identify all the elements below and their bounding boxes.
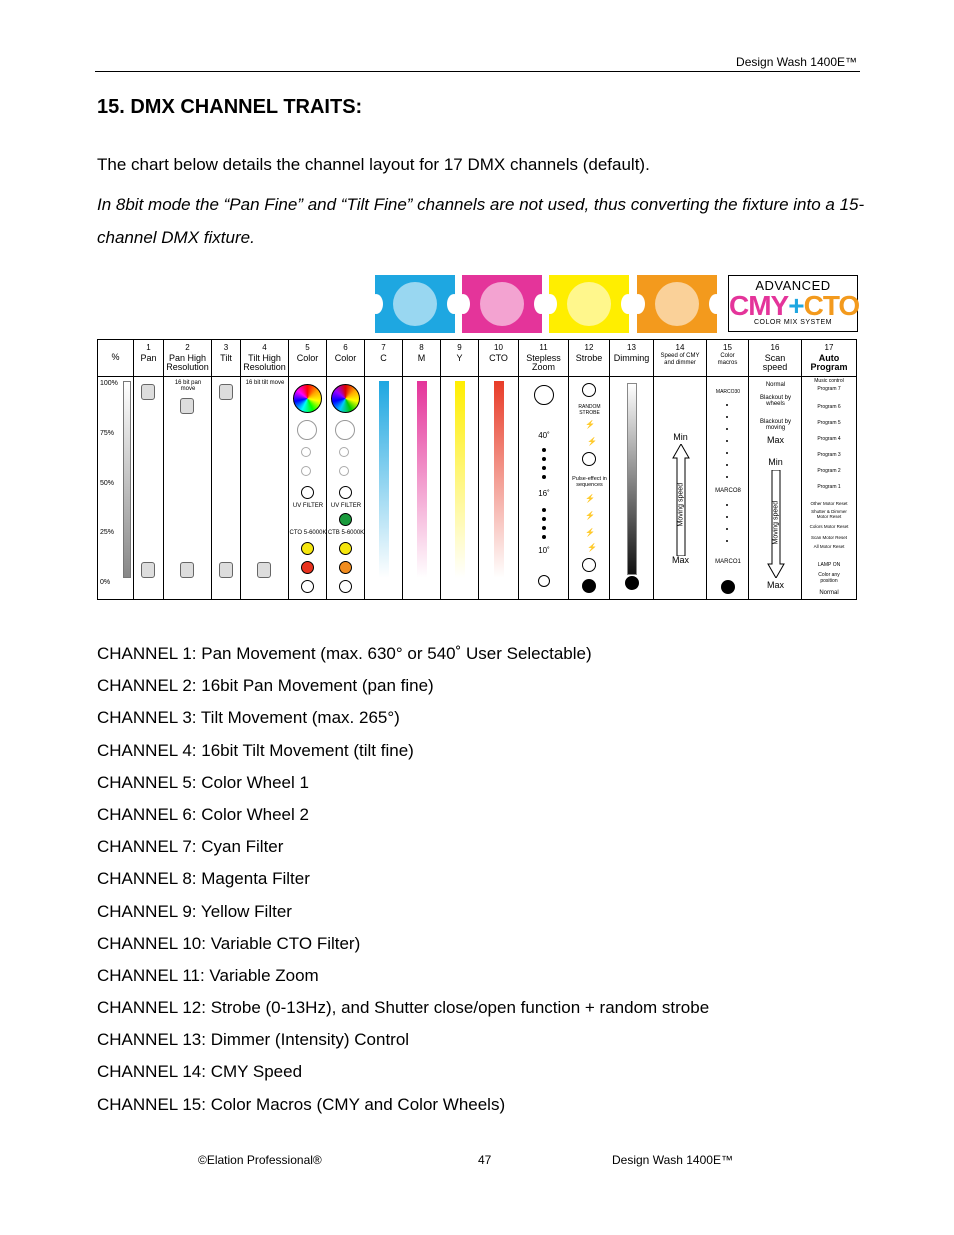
channel-6-column: 6 Color UV FILTER CTB 5-6000K xyxy=(327,340,365,599)
green-color-icon xyxy=(339,513,352,526)
list-item: CHANNEL 7: Cyan Filter xyxy=(97,837,284,857)
fixture-head-icon xyxy=(219,562,233,578)
dimmer-gradient-bar xyxy=(627,383,637,575)
fixture-head-icon xyxy=(219,384,233,400)
list-item: CHANNEL 14: CMY Speed xyxy=(97,1062,303,1082)
gobo-icon xyxy=(301,447,311,457)
level-slider xyxy=(123,381,131,578)
filter-notch xyxy=(709,294,723,314)
list-item: CHANNEL 8: Magenta Filter xyxy=(97,869,310,889)
strobe-icon: ⚡ xyxy=(587,543,597,552)
list-item: CHANNEL 1: Pan Movement (max. 630° or 540˚ User Selectable) xyxy=(97,644,592,663)
list-item: CHANNEL 9: Yellow Filter xyxy=(97,901,292,921)
shutter-open-icon xyxy=(582,452,596,466)
channel-list xyxy=(97,641,709,1124)
channel-chart xyxy=(97,339,857,600)
channel-1-column: 1 Pan xyxy=(134,340,164,599)
cto-filter-image xyxy=(637,275,717,333)
filter-light-circle xyxy=(567,282,611,326)
yellow-gradient-bar xyxy=(455,381,465,578)
fixture-head-icon xyxy=(141,384,155,400)
strobe-icon: ⚡ xyxy=(585,511,595,520)
magenta-gradient-bar xyxy=(417,381,427,578)
channel-14-column: 14 Speed of CMY and dimmer Min Moving speed Max xyxy=(654,340,707,599)
filter-notch xyxy=(369,294,383,314)
note-text: In 8bit mode the “Pan Fine” and “Tilt Fine” channels are not used, thus converting the fixture into a 15-channel DMX fixture. xyxy=(97,195,865,247)
orange-color-icon xyxy=(339,561,352,574)
gobo-icon xyxy=(335,420,355,440)
shutter-open-icon xyxy=(582,383,596,397)
channel-11-column: 11 Stepless Zoom 40˚ 16˚ 10˚ xyxy=(519,340,569,599)
color-wheel-icon xyxy=(293,384,322,413)
gobo-icon xyxy=(339,466,349,476)
filter-notch xyxy=(543,294,557,314)
list-item: CHANNEL 4: 16bit Tilt Movement (tilt fine) xyxy=(97,740,414,760)
filter-light-circle xyxy=(393,282,437,326)
list-item: CHANNEL 3: Tilt Movement (max. 265°) xyxy=(97,708,400,728)
list-item: CHANNEL 13: Dimmer (Intensity) Control xyxy=(97,1030,410,1050)
channel-15-column: 15 Color macros MARCO30 MARCO8 MARCO1 xyxy=(707,340,749,599)
strobe-icon: ⚡ xyxy=(585,528,595,537)
yellow-filter-image xyxy=(549,275,629,333)
zoom-wide-icon xyxy=(534,385,554,405)
open-color-icon xyxy=(301,580,314,593)
open-color-icon xyxy=(339,486,352,499)
fixture-head-icon xyxy=(257,562,271,578)
zoom-narrow-icon xyxy=(538,575,550,587)
red-color-icon xyxy=(301,561,314,574)
channel-4-column: 4 Tilt High Resolution 16 bit tilt move xyxy=(241,340,289,599)
filter-notch xyxy=(631,294,645,314)
macro-off-icon xyxy=(721,580,735,594)
gobo-icon xyxy=(339,447,349,457)
open-color-icon xyxy=(339,580,352,593)
strobe-icon: ⚡ xyxy=(587,437,597,446)
fixture-head-icon xyxy=(180,562,194,578)
shutter-open-icon xyxy=(582,558,596,572)
list-item: CHANNEL 15: Color Macros (CMY and Color Wheels) xyxy=(97,1094,506,1114)
footer-copyright: ©Elation Professional® xyxy=(198,1153,322,1167)
section-title: 15. DMX CHANNEL TRAITS: xyxy=(97,96,363,118)
header-title: Design Wash 1400E™ xyxy=(736,55,857,69)
footer-page-number: 47 xyxy=(478,1153,492,1167)
advanced-cmy-cto-logo: ADVANCED CMY+CTO COLOR MIX SYSTEM xyxy=(728,275,858,332)
header-rule xyxy=(95,71,860,72)
channel-9-column: 9 Y xyxy=(441,340,479,599)
list-item: CHANNEL 6: Color Wheel 2 xyxy=(97,804,309,824)
cyan-gradient-bar xyxy=(379,381,389,578)
channel-17-column: 17 Auto Program Music control Program 7 Program 6 Program 5 Program 4 Program 3 Program 2 Program 1 Other Motor Reset Shutter & Dimmer Motor Reset Colors Motor Reset Scan Motor Reset All Motor Reset LAMP ON Color any position Normal xyxy=(802,340,856,599)
level-0: 0% xyxy=(100,579,111,586)
level-100: 100% xyxy=(100,380,118,387)
dimmer-closed-icon xyxy=(625,576,639,590)
list-item: CHANNEL 11: Variable Zoom xyxy=(97,965,319,985)
color-wheel-icon xyxy=(331,384,360,413)
list-item: CHANNEL 2: 16bit Pan Movement (pan fine) xyxy=(97,676,434,696)
cto-gradient-bar xyxy=(494,381,504,578)
filter-notch xyxy=(456,294,470,314)
strobe-icon: ⚡ xyxy=(585,494,595,503)
filter-light-circle xyxy=(655,282,699,326)
channel-8-column: 8 M xyxy=(403,340,441,599)
list-item: CHANNEL 12: Strobe (0-13Hz), and Shutter close/open function + random strobe xyxy=(97,998,710,1018)
yellow-color-icon xyxy=(339,542,352,555)
gobo-icon xyxy=(297,420,317,440)
shutter-closed-icon xyxy=(582,579,596,593)
channel-13-column: 13 Dimming xyxy=(610,340,654,599)
cyan-filter-image xyxy=(375,275,455,333)
list-item: CHANNEL 10: Variable CTO Filter) xyxy=(97,933,361,953)
intro-text: The chart below details the channel layout for 17 DMX channels (default). xyxy=(97,155,650,174)
fixture-head-icon xyxy=(141,562,155,578)
gobo-icon xyxy=(301,466,311,476)
channel-2-column: 2 Pan High Resolution 16 bit pan move xyxy=(164,340,212,599)
level-50: 50% xyxy=(100,480,115,487)
fixture-head-icon xyxy=(180,398,194,414)
strobe-icon: ⚡ xyxy=(585,420,595,429)
channel-12-column: 12 Strobe RANDOM STROBE ⚡ ⚡ Pulse-effect in sequences ⚡ ⚡ ⚡ ⚡ xyxy=(569,340,610,599)
filter-light-circle xyxy=(480,282,524,326)
channel-3-column: 3 Tilt xyxy=(212,340,241,599)
percent-column: % 100% 75% 50% 25% 0% xyxy=(98,340,134,599)
footer-product: Design Wash 1400E™ xyxy=(612,1153,733,1167)
channel-5-column: 5 Color UV FILTER CTO 5-6000K xyxy=(289,340,327,599)
magenta-filter-image xyxy=(462,275,542,333)
channel-16-column: 16 Scan speed Normal Blackout by wheels Blackout by moving Max Min Moving speed Max xyxy=(749,340,802,599)
level-75: 75% xyxy=(100,430,115,437)
channel-10-column: 10 CTO xyxy=(479,340,519,599)
open-color-icon xyxy=(301,486,314,499)
list-item: CHANNEL 5: Color Wheel 1 xyxy=(97,772,309,792)
level-25: 25% xyxy=(100,529,115,536)
yellow-color-icon xyxy=(301,542,314,555)
channel-7-column: 7 C xyxy=(365,340,403,599)
